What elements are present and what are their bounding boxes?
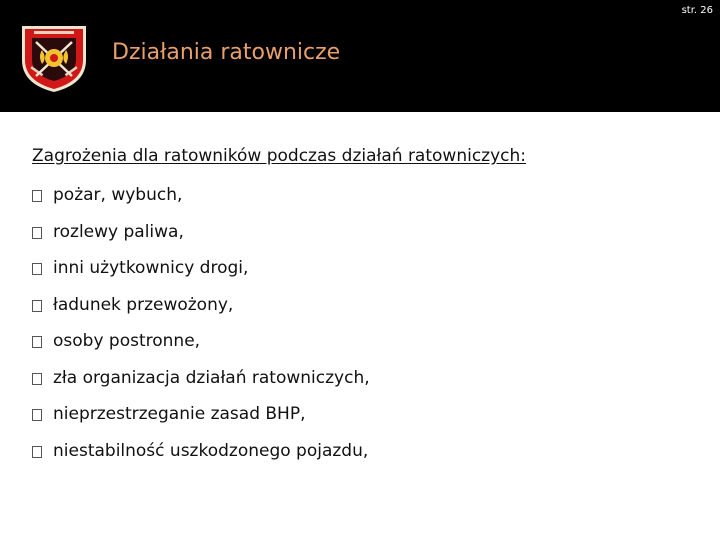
list-item (32, 214, 702, 251)
list-item-label: zła organizacja działań ratowniczych, (53, 367, 370, 388)
checkbox-bullet-icon (32, 336, 42, 348)
slide-title: Działania ratownicze (112, 40, 341, 65)
list-item-label: nieprzestrzeganie zasad BHP, (53, 404, 306, 425)
checkbox-bullet-icon (32, 446, 42, 458)
fire-brigade-badge-icon (18, 20, 90, 94)
slide-content (32, 146, 702, 469)
checkbox-bullet-icon (32, 373, 42, 385)
header-bar (0, 0, 720, 112)
list-item-label: osoby postronne, (53, 331, 201, 352)
list-item (32, 323, 702, 360)
list-item (32, 250, 702, 287)
list-item-label: niestabilność uszkodzonego pojazdu, (53, 440, 369, 461)
list-item (32, 177, 702, 214)
list-item-label: pożar, wybuch, (53, 185, 183, 206)
list-item (32, 287, 702, 324)
checkbox-bullet-icon (32, 300, 42, 312)
list-item (32, 396, 702, 433)
section-heading: Zagrożenia dla ratowników podczas działań ratowniczych: (32, 146, 526, 166)
checkbox-bullet-icon (32, 263, 42, 275)
fire-brigade-logo (18, 20, 90, 94)
list-item-label: rozlewy paliwa, (53, 221, 184, 242)
hazard-list (32, 177, 702, 469)
list-item-label: ładunek przewożony, (53, 294, 234, 315)
list-item-label: inni użytkownicy drogi, (53, 258, 249, 279)
list-item (32, 433, 702, 470)
page-number: str. 26 (681, 5, 713, 16)
checkbox-bullet-icon (32, 409, 42, 421)
list-item (32, 360, 702, 397)
checkbox-bullet-icon (32, 190, 42, 202)
checkbox-bullet-icon (32, 227, 42, 239)
